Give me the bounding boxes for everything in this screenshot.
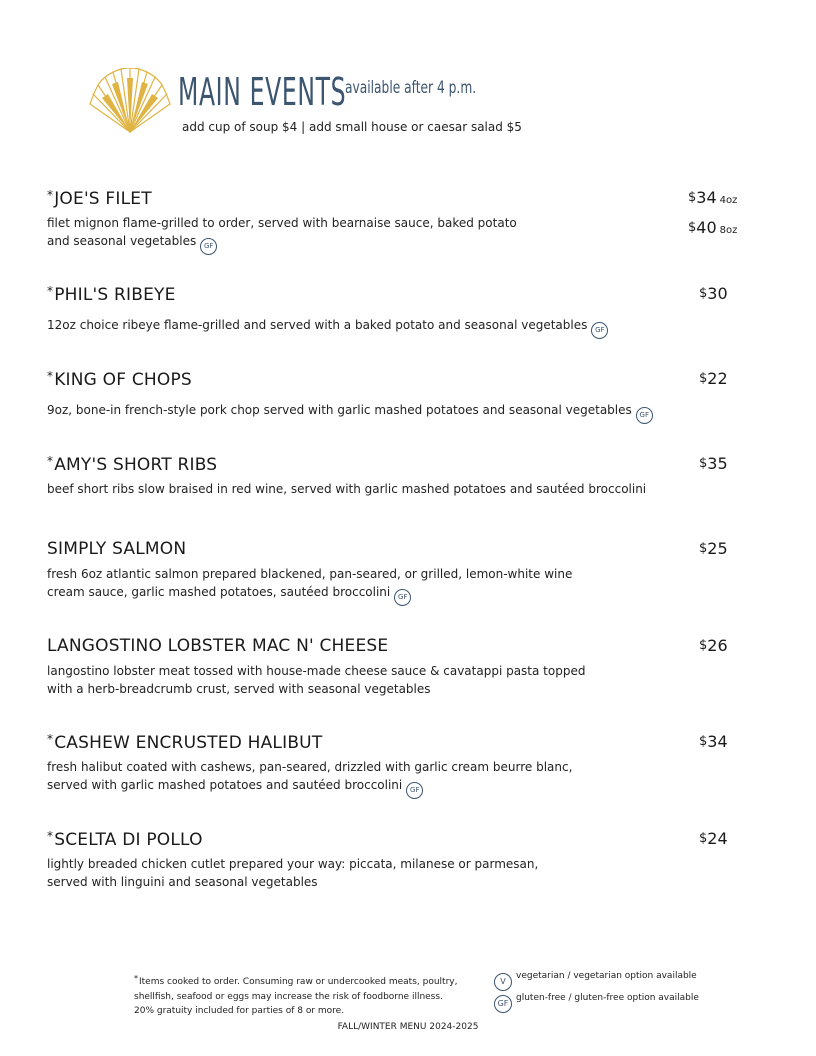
menu-item-name: *SCELTA DI POLLO [47,829,203,850]
asterisk-mark: * [47,732,54,746]
menu-item-name: *AMY'S SHORT RIBS [47,454,218,475]
gluten-free-icon: GF [200,238,217,255]
menu-item-name: *KING OF CHOPS [47,369,192,390]
asterisk-mark: * [47,188,54,202]
menu-item-name: LANGOSTINO LOBSTER MAC N' CHEESE [47,636,389,656]
legend-gluten-free: GFgluten-free / gluten-free option available [494,993,699,1013]
menu-item-price: $40 8oz [688,218,738,237]
menu-item-description: fresh halibut coated with cashews, pan-seared, drizzled with garlic cream beurre blanc, served with garlic mashed potatoes and sautéed broccolini GF [47,758,572,799]
menu-item-name: SIMPLY SALMON [47,539,187,559]
menu-item-price: $34 [699,732,728,751]
menu-item-description: langostino lobster meat tossed with house-made cheese sauce & cavatappi pasta topped with a herb-breadcrumb crust, served with seasonal vegetables [47,664,586,696]
menu-item-description: 9oz, bone-in french-style pork chop served with garlic mashed potatoes and seasonal vegetables GF [47,401,653,424]
menu-item-description: 12oz choice ribeye flame-grilled and served with a baked potato and seasonal vegetables GF [47,316,608,339]
add-on-note: add cup of soup $4 | add small house or caesar salad $5 [182,120,522,134]
page-title: MAIN EVENTS [178,70,347,114]
vegetarian-icon: V [494,973,512,991]
menu-item-name: *PHIL'S RIBEYE [47,284,176,305]
menu-item-price: $34 4oz [688,188,738,207]
gluten-free-icon: GF [394,589,411,606]
asterisk-mark: * [47,454,54,468]
gluten-free-icon: GF [406,782,423,799]
menu-item-name: *CASHEW ENCRUSTED HALIBUT [47,732,323,753]
menu-item-description: beef short ribs slow braised in red wine, served with garlic mashed potatoes and sautéed broccolini [47,482,647,496]
gluten-free-icon: GF [494,995,512,1013]
menu-item-price: $25 [699,539,728,558]
fan-logo-icon [88,68,172,136]
legend-vegetarian: Vvegetarian / vegetarian option available [494,971,697,991]
menu-season-footer: FALL/WINTER MENU 2024-2025 [337,1022,479,1032]
menu-item-price: $22 [699,369,728,388]
asterisk-mark: * [47,284,54,298]
gluten-free-icon: GF [591,322,608,339]
menu-item-price: $26 [699,636,728,655]
allergen-footnote: *Items cooked to order. Consuming raw or undercooked meats, poultry, shellfish, seafood or eggs may increase the risk of foodborne illness. 20% gratuity included for parties of 8 or more. [134,974,458,1016]
menu-item-price: $24 [699,829,728,848]
menu-item-description: lightly breaded chicken cutlet prepared your way: piccata, milanese or parmesan, served with linguini and seasonal vegetables [47,857,539,889]
menu-item-price: $35 [699,454,728,473]
menu-item-description: fresh 6oz atlantic salmon prepared blackened, pan-seared, or grilled, lemon-white wine cream sauce, garlic mashed potatoes, sautéed broccolini GF [47,565,572,606]
menu-item-price: $30 [699,284,728,303]
asterisk-mark: * [47,369,54,383]
gluten-free-icon: GF [636,407,653,424]
menu-item-name: *JOE'S FILET [47,188,152,209]
availability-note: available after 4 p.m. [345,78,477,98]
asterisk-mark: * [47,829,54,843]
menu-item-description: filet mignon flame-grilled to order, served with bearnaise sauce, baked potato and seasonal vegetables GF [47,214,517,255]
